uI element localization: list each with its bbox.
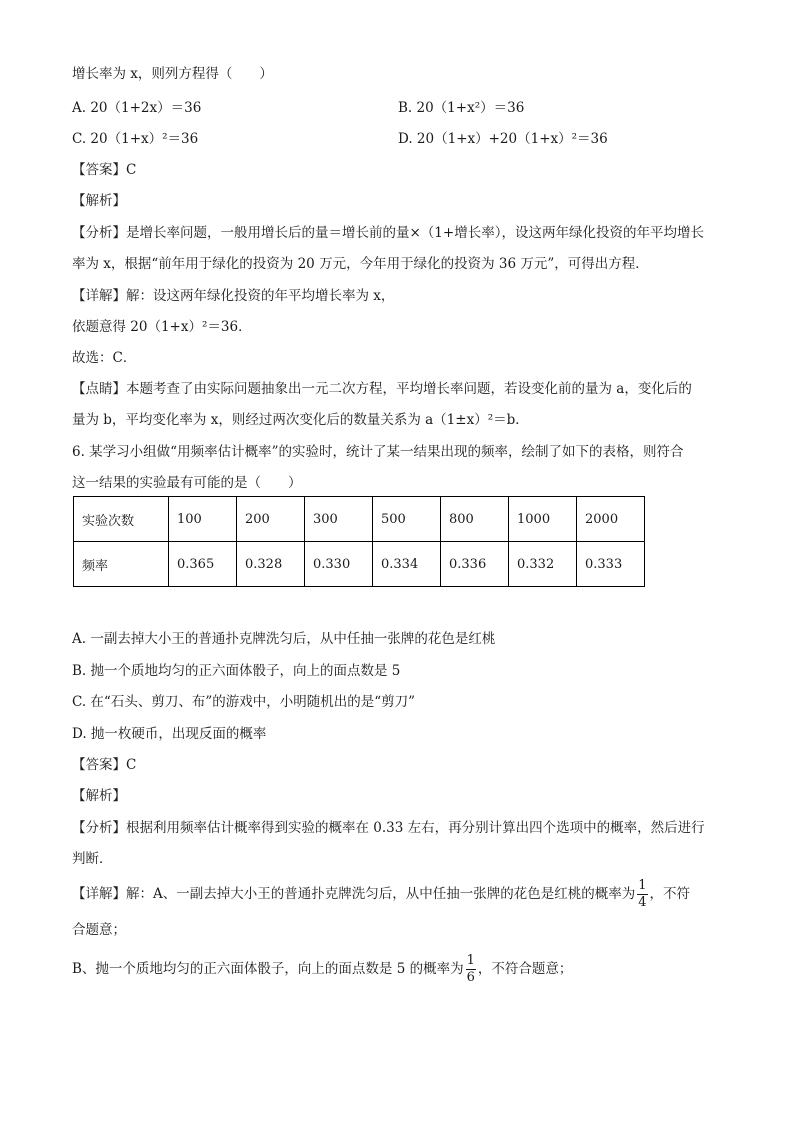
- detail-tag: 【详解】: [72, 288, 126, 304]
- q5-option-d: D. 20（1+x）+20（1+x）²＝36: [398, 131, 608, 147]
- fraction-one-quarter: [637, 878, 647, 911]
- q5-option-b: B. 20（1+x²）＝36: [398, 100, 525, 116]
- q6-option-b: B. 抛一个质地均匀的正六面体骰子，向上的面点数是 5: [72, 663, 401, 679]
- q5-analysis-tag: 【解析】: [72, 193, 126, 209]
- q5-option-c: C. 20（1+x）²＝36: [72, 131, 199, 147]
- q6-analysis-tag: 【解析】: [72, 788, 126, 804]
- detail-text: 解：A、一副去掉大小王的普通扑克牌洗匀后，从中任抽一张牌的花色是红桃的概率为: [126, 886, 636, 902]
- q6-detail-line1: [72, 878, 690, 911]
- answer-tag: 【答案】: [72, 757, 126, 773]
- q5-option-a: A. 20（1+2x）＝36: [72, 100, 202, 116]
- q5-fenxi-line2: 率为 x，根据“前年用于绿化的投资为 20 万元，今年用于绿化的投资为 36 万元”，可得出方程．: [72, 256, 649, 272]
- q6-detail-line3: [72, 953, 572, 986]
- table-row-trials: [74, 497, 645, 542]
- table-cell: 800: [441, 497, 509, 542]
- table-header-frequency: 频率: [74, 542, 169, 587]
- table-header-trials: 实验次数: [74, 497, 169, 542]
- fraction-numerator: 1: [466, 953, 475, 968]
- q5-dianjing-line1: [72, 379, 692, 399]
- fraction-denominator: 4: [638, 895, 647, 910]
- table-cell: 0.365: [169, 542, 237, 587]
- table-cell: 1000: [509, 497, 577, 542]
- q6-stem-line2: 这一结果的实验最有可能的是（ ）: [72, 475, 302, 491]
- table-cell: 0.333: [577, 542, 645, 587]
- fenxi-text: 是增长率问题，一般用增长后的量＝增长前的量×（1+增长率），设这两年绿化投资的年平均增长: [126, 225, 704, 241]
- dianjing-tag: 【点睛】: [72, 381, 126, 397]
- q6-option-d: D. 抛一枚硬币，出现反面的概率: [72, 726, 267, 742]
- q6-option-a: A. 一副去掉大小王的普通扑克牌洗匀后，从中任抽一张牌的花色是红桃: [72, 631, 496, 647]
- q6-answer: [72, 755, 136, 775]
- fenxi-tag: 【分析】: [72, 225, 126, 241]
- table-cell: 100: [169, 497, 237, 542]
- table-cell: 0.328: [237, 542, 305, 587]
- q5-stem: 增长率为 x，则列方程得（ ）: [72, 66, 273, 82]
- answer-tag: 【答案】: [72, 162, 126, 178]
- table-cell: 0.336: [441, 542, 509, 587]
- table-cell: 0.334: [373, 542, 441, 587]
- q6-stem-line1: 6. 某学习小组做“用频率估计概率”的实验时，统计了某一结果出现的频率，绘制了如下的表格，则符合: [72, 444, 684, 460]
- detail-text: 解：设这两年绿化投资的年平均增长率为 x，: [126, 288, 395, 304]
- table-cell: 300: [305, 497, 373, 542]
- q5-dianjing-line2: 量为 b，平均变化率为 x，则经过两次变化后的数量关系为 a（1±x）²＝b．: [72, 412, 529, 428]
- q6-option-c: C. 在“石头、剪刀、布”的游戏中，小明随机出的是“剪刀”: [72, 694, 416, 710]
- fraction-numerator: 1: [638, 878, 647, 893]
- detail-text: B、抛一个质地均匀的正六面体骰子，向上的面点数是 5 的概率为: [72, 961, 464, 977]
- q5-detail-line1: [72, 286, 394, 306]
- table-cell: 2000: [577, 497, 645, 542]
- q5-detail-line3: 故选：C．: [72, 350, 137, 366]
- fenxi-tag: 【分析】: [72, 820, 126, 836]
- q6-fenxi-line2: 判断．: [72, 851, 113, 867]
- q5-detail-line2: 依题意得 20（1+x）²＝36．: [72, 319, 252, 335]
- table-row-frequency: [74, 542, 645, 587]
- fenxi-text: 根据利用频率估计概率得到实验的概率在 0.33 左右，再分别计算出四个选项中的概率，然后进行: [126, 820, 705, 836]
- table-cell: 0.332: [509, 542, 577, 587]
- frequency-table: [73, 496, 645, 587]
- detail-text-tail: ，不符: [649, 886, 691, 902]
- fraction-one-sixth: [466, 953, 476, 986]
- dianjing-text: 本题考查了由实际问题抽象出一元二次方程，平均增长率问题，若设变化前的量为 a，变化后的: [126, 381, 692, 397]
- table-cell: 200: [237, 497, 305, 542]
- table-cell: 0.330: [305, 542, 373, 587]
- q6-detail-line2: 合题意；: [72, 922, 126, 938]
- fraction-denominator: 6: [466, 970, 475, 985]
- detail-text-tail: ，不符合题意；: [477, 961, 573, 977]
- answer-value: C: [126, 162, 137, 178]
- table-cell: 500: [373, 497, 441, 542]
- answer-value: C: [126, 757, 137, 773]
- q5-fenxi-line1: [72, 223, 704, 243]
- detail-tag: 【详解】: [72, 886, 126, 902]
- q5-answer: [72, 160, 136, 180]
- q6-fenxi-line1: [72, 818, 705, 838]
